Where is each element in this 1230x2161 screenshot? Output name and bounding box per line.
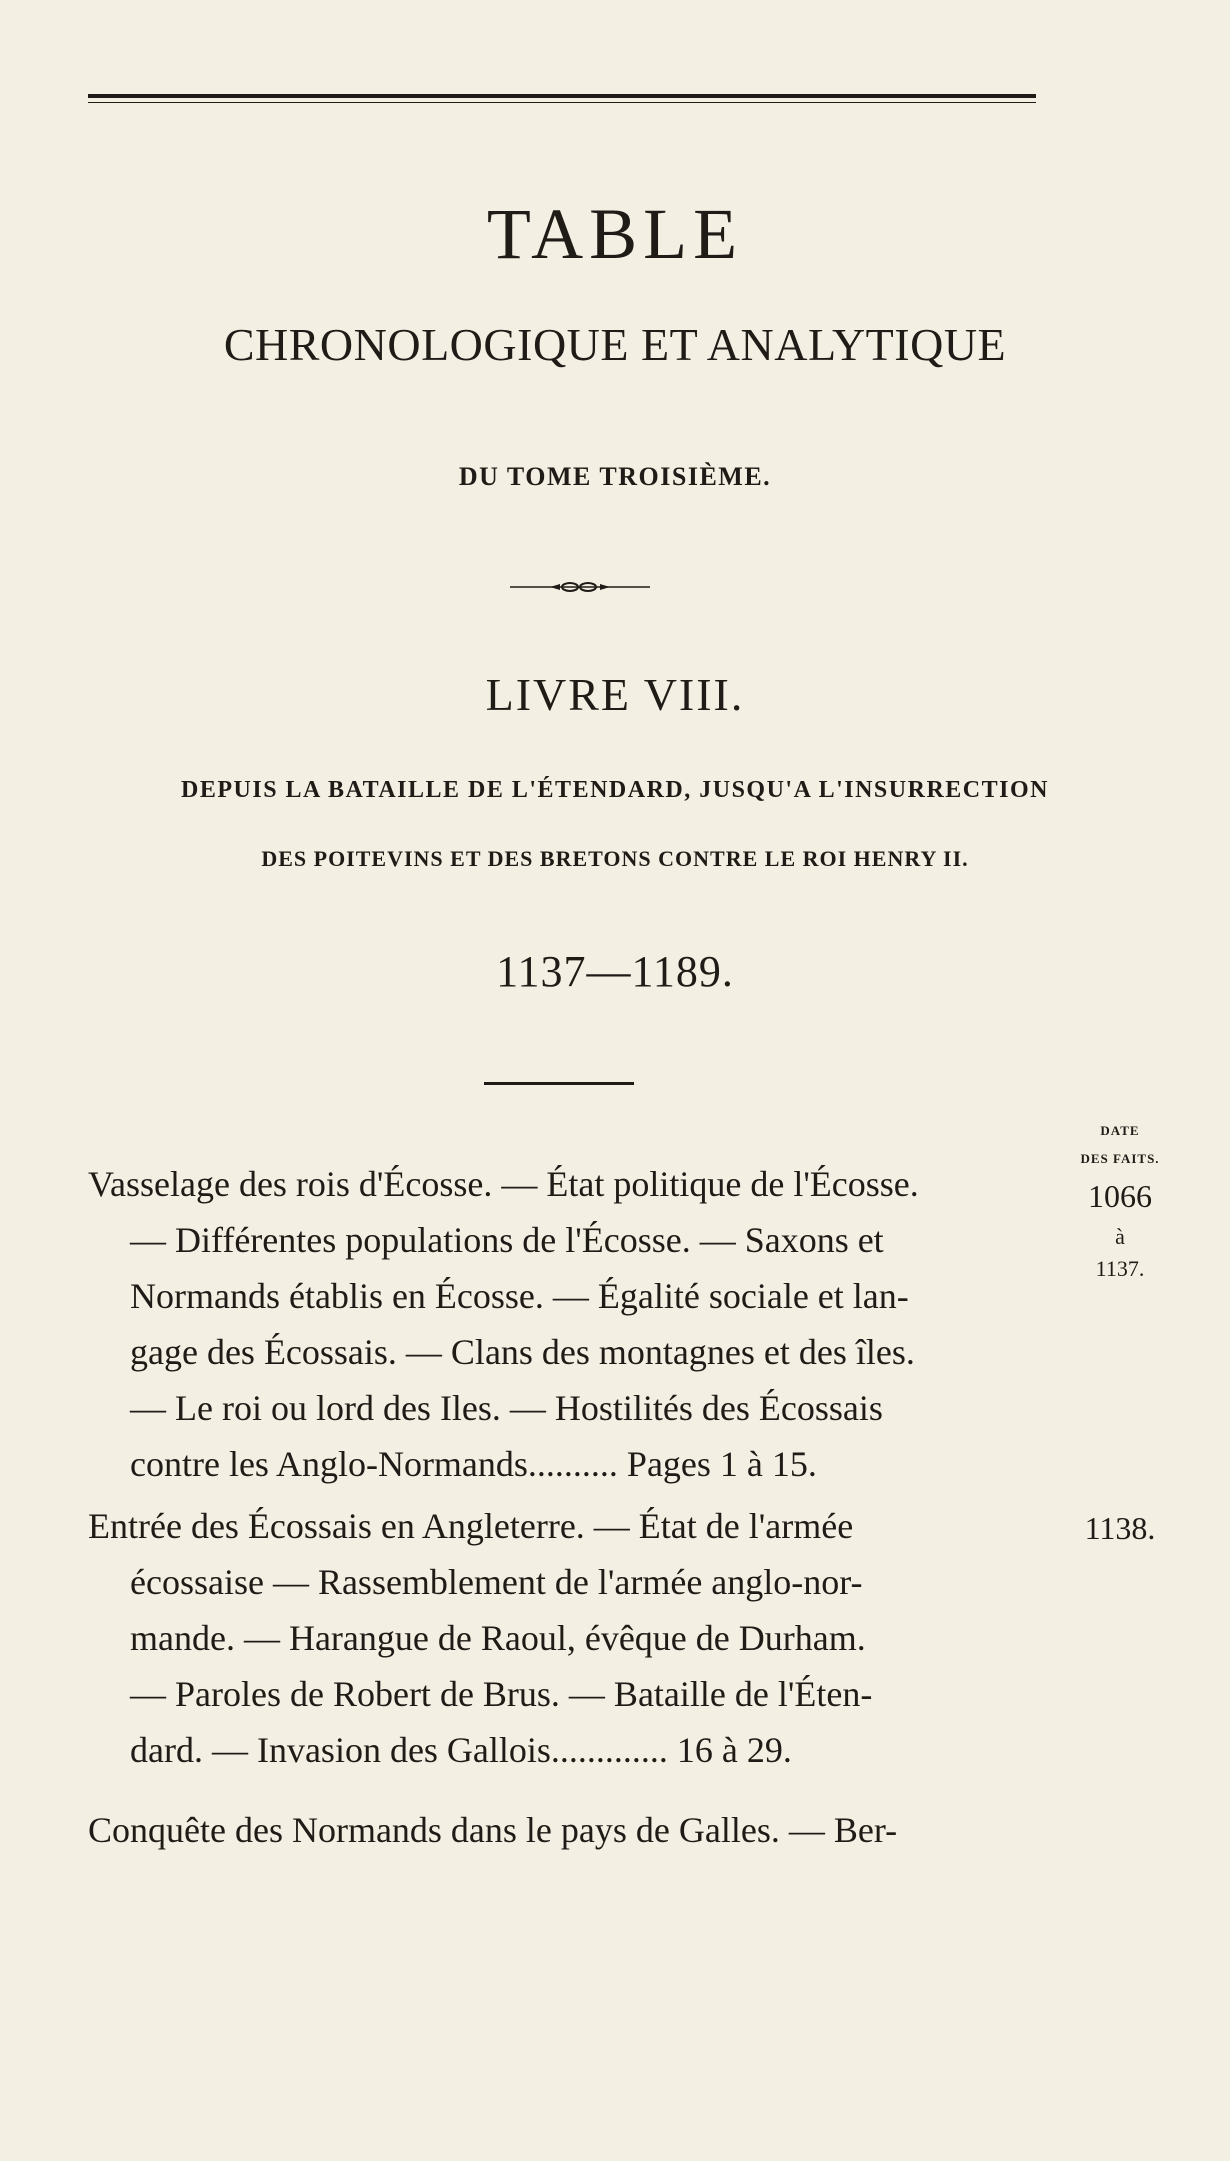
entry-line: — Paroles de Robert de Brus. — Bataille de l'Éten- (130, 1674, 873, 1714)
entry-line: Vasselage des rois d'Écosse. — État politique de l'Écosse. (88, 1164, 919, 1204)
entry-line: contre les Anglo-Normands.......... Pages 1 à 15. (130, 1444, 817, 1484)
entry-date: 1138. (1084, 1510, 1156, 1546)
entry-line: — Différentes populations de l'Écosse. — Saxons et (130, 1220, 884, 1260)
page-title: TABLE (486, 194, 744, 274)
entry-line: mande. — Harangue de Raoul, évêque de Durham. (130, 1618, 866, 1658)
top-thin-rule (88, 102, 1036, 103)
entry-date: à (1115, 1224, 1125, 1249)
top-thick-rule (88, 94, 1036, 98)
entry-date: 1066 (1088, 1178, 1152, 1214)
livre-desc-line1: DEPUIS LA BATAILLE DE L'ÉTENDARD, JUSQU'A L'INSURRECTION (181, 777, 1049, 803)
livre-years: 1137—1189. (496, 947, 734, 996)
entry-line: Entrée des Écossais en Angleterre. — État de l'armée (88, 1506, 854, 1546)
entry-line: Normands établis en Écosse. — Égalité sociale et lan- (130, 1276, 909, 1316)
date-column-subhead: DES FAITS. (1080, 1151, 1160, 1166)
ornament-divider-icon (510, 580, 650, 594)
entry-line: écossaise — Rassemblement de l'armée anglo-nor- (130, 1562, 863, 1602)
entry-line: Conquête des Normands dans le pays de Galles. — Ber- (88, 1810, 898, 1850)
entry-line: — Le roi ou lord des Iles. — Hostilités des Écossais (130, 1388, 883, 1428)
date-column-head: DATE (1100, 1123, 1140, 1138)
section-rule (484, 1082, 634, 1085)
page-subtitle: CHRONOLOGIQUE ET ANALYTIQUE (223, 319, 1007, 370)
livre-desc-line2: DES POITEVINS ET DES BRETONS CONTRE LE ROI HENRY II. (261, 846, 969, 871)
entry-line: gage des Écossais. — Clans des montagnes et des îles. (130, 1332, 915, 1372)
livre-title: LIVRE VIII. (485, 669, 745, 720)
tome-label: DU TOME TROISIÈME. (458, 462, 772, 491)
entry-date: 1137. (1095, 1256, 1145, 1281)
entry-line: dard. — Invasion des Gallois............. 16 à 29. (130, 1730, 792, 1770)
